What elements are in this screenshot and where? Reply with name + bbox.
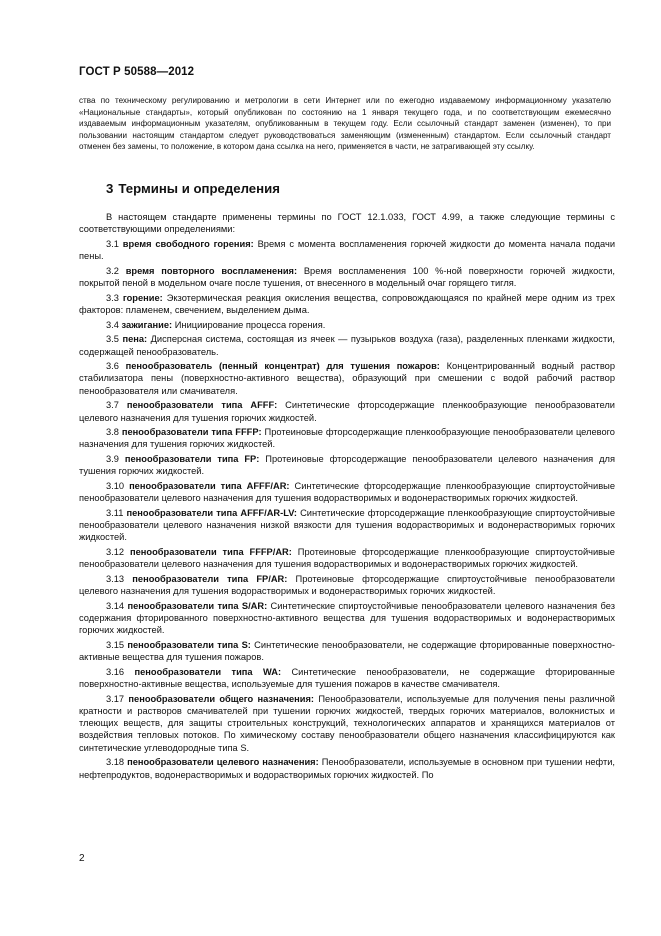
term-number: 3.14 [106,600,125,611]
term-name: пенообразователи типа S/AR: [127,600,268,611]
term-name: время свободного горения: [122,238,254,249]
term-definition [79,480,615,504]
term-definition [79,600,615,637]
term-name: пенообразователи типа AFFF/AR-LV: [126,507,297,518]
term-name: пенообразователи типа FFFP: [121,427,262,438]
term-definition [79,507,615,544]
term-name: пенообразователи типа FP: [124,454,260,465]
term-name: зажигание: [121,319,173,330]
term-number: 3.4 [106,319,119,330]
term-name: пенообразователи типа AFFF: [126,400,278,411]
term-name: пенообразователи типа FFFP/AR: [130,547,292,558]
term-text: Дисперсная система, состоящая из ячеек — пузырьков воздуха (газа), разделенных пленками жидкости, содержащей пенообразователь. [79,334,615,357]
term-text: Концентрированный водный раствор стабилизатора пены (поверхностно-активного вещества), образующий при смешении с водой рабочий раствор пенообразователя или смачивателя. [79,361,615,396]
section-title [106,181,280,196]
term-definition [79,333,615,357]
term-name: время повторного воспламенения: [125,265,298,276]
term-text: Синтетические пенообразователи, не содержащие фторированные поверхностно-активные вещества, используемые для тушения пожаров в качестве смачивателя. [79,666,615,690]
term-definition [79,265,615,289]
term-text: Пенообразователи, используемые в основном при тушении нефти, нефтепродуктов, водонерастворимых и водорастворимых горючих жидкостей. По [79,757,616,780]
term-number: 3.18 [106,757,125,768]
term-text: Время с момента воспламенения горючей жидкости до момента начала подачи пены. [79,238,616,262]
term-definition [79,292,615,316]
term-text: Пенообразователи, используемые для получения пены различной кратности и растворов смачивателей при тушении горючих жидкостей, твердых горючих материалов, волокнистых и тлеющих веществ, для защиты строительных конструкций, технологических аппаратов и хранящихся материалов от воздействия тепловых потоков. По химическому составу пенообразователи общего назначения классифицируются как синтетические углеводородные типа S. [79,693,616,753]
term-number: 3.17 [106,693,125,704]
term-text: Протеиновые фторсодержащие спиртоустойчивые пенообразователи целевого назначения для тушения водорастворимых и водонерастворимых горючих жидкостей. [79,573,615,597]
term-text: Синтетические фторсодержащие пленкообразующие пенообразователи целевого назначения для тушения горючих жидкостей. [79,400,615,423]
page-number: 2 [79,853,85,864]
term-name: пенообразователь (пенный концентрат) для тушения пожаров: [125,361,440,372]
term-text: Синтетические пенообразователи, не содержащие фторированные поверхностно-активные вещества для тушения пожаров. [79,640,615,663]
term-definition [79,756,615,780]
term-number: 3.6 [106,361,119,372]
term-name: пенообразователи типа AFFF/AR: [129,481,290,492]
term-number: 3.11 [106,507,124,518]
term-text: Инициирование процесса горения. [174,319,326,330]
terms-list [79,238,615,781]
term-definition [79,399,615,423]
term-definition [79,693,615,754]
term-number: 3.8 [106,427,119,438]
term-definition [79,573,615,597]
term-name: пенообразователи типа FP/AR: [132,573,288,584]
term-name: пенообразователи целевого назначения: [127,757,319,768]
term-number: 3.10 [106,481,125,492]
term-number: 3.12 [106,547,125,558]
term-name: пенообразователи типа WA: [134,666,282,677]
term-text: Синтетические спиртоустойчивые пенообразователи целевого назначения без содержания фторированного поверхностно-активного вещества для тушения водорастворимых и водонерастворимых горючих жидкостей. [79,600,615,636]
intro-paragraph: В настоящем стандарте применены термины по ГОСТ 12.1.033, ГОСТ 4.99, а также следующие термины с соответствующими определениями: [79,212,615,235]
continuation-paragraph: ства по техническому регулированию и метрологии в сети Интернет или по ежегодно издаваемому информационному указателю «Национальные стандарты», который опубликован по состоянию на 1 января текущего года, и по соответствующим ежемесячно издаваемым информационным указателям, опубликованным в текущем году. Если ссылочный стандарт заменен (изменен), то при пользовании настоящим стандартом следует руководствоваться заменяющим (измененным) стандартом. Если ссылочный стандарт отменен без замены, то положение, в котором дана ссылка на него, применяется в части, не затрагивающей эту ссылку. [79,96,611,152]
term-definition [79,360,615,397]
term-text: Протеиновые фторсодержащие пленкообразующие пенообразователи целевого назначения для тушения горючих жидкостей. [79,427,615,450]
term-name: пенообразователи типа S: [127,640,251,650]
term-definition [79,453,615,477]
term-number: 3.7 [106,400,119,411]
term-definition [79,546,615,570]
term-definition [79,238,615,262]
term-text: Синтетические фторсодержащие пленкообразующие спиртоустойчивые пенообразователи целевого назначения для тушения водорастворимых и водонерастворимых горючих жидкостей. [79,481,615,504]
term-definition [79,319,615,331]
section-number: 3 [106,181,114,196]
term-number: 3.5 [106,334,119,345]
term-text: Экзотермическая реакция окисления вещества, сопровождающаяся по крайней мере одним из трех факторов: пламенем, свечением, выделением дыма. [79,292,615,315]
section-title-text: Термины и определения [118,181,280,196]
term-name: пенообразователи общего назначения: [128,693,315,704]
term-number: 3.13 [106,573,125,584]
term-definition [79,639,615,663]
term-text: Протеиновые фторсодержащие пенообразователи целевого назначения для тушения горючих жидкостей. [79,454,615,477]
term-name: горение: [122,292,163,303]
term-number: 3.16 [106,666,125,677]
term-text: Синтетические фторсодержащие пленкообразующие спиртоустойчивые пенообразователи целевого назначения низкой вязкости для тушения водорастворимых и водонерастворимых горючих жидкостей. [79,507,615,543]
term-number: 3.1 [106,238,119,249]
term-number: 3.9 [106,454,119,465]
term-definition [79,426,615,450]
term-text: Время воспламенения 100 %-ной поверхности горючей жидкости, покрытой пеной в модельном очаге после тушения, от внесенного в модельный очаг горящего тигля. [79,265,615,289]
term-number: 3.15 [106,640,125,650]
term-definition [79,666,615,690]
term-name: пена: [122,334,148,345]
terms-body [79,211,615,783]
term-number: 3.2 [106,265,119,276]
term-number: 3.3 [106,292,119,303]
document-code-header: ГОСТ Р 50588—2012 [79,66,195,78]
term-text: Протеиновые фторсодержащие пленкообразующие спиртоустойчивые пенообразователи целевого назначения для тушения водорастворимых и водонерастворимых горючих жидкостей. [79,547,615,570]
